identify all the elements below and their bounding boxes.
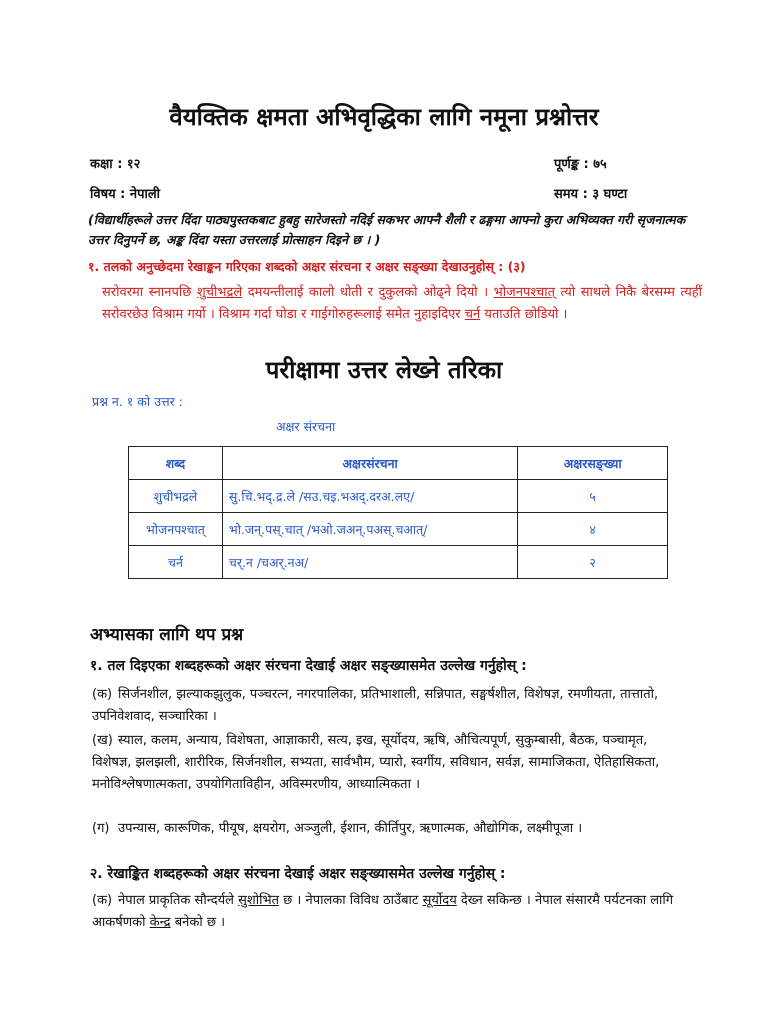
table-caption: अक्षर संरचना (276, 419, 336, 434)
underlined-word: शुचीभद्रले (196, 285, 243, 300)
cell-word: शुचीभद्रले (129, 480, 223, 513)
header-structure: अक्षरसंरचना (222, 447, 517, 480)
item-text-part: नेपाल प्राकृतिक सौन्दर्यले (118, 893, 239, 908)
header-count: अक्षरसङ्ख्या (518, 447, 668, 480)
cell-word: चर्न (129, 546, 223, 579)
header-word: शब्द (129, 447, 223, 480)
cell-word: भोजनपश्चात् (129, 513, 223, 546)
underlined-word: केन्द्र (149, 915, 171, 930)
underlined-word: चर्न (464, 307, 481, 322)
cell-count: ४ (518, 513, 668, 546)
subject-label: विषय : नेपाली (90, 187, 161, 202)
instruction-note: (विद्यार्थीहरूले उत्तर दिंदा पाठ्यपुस्तकबाट हुबहु सारेजस्तो नदिई सकभर आफ्नै शैली र ढङ्गमा आफ्नो कुरा अभिव्यक्त गरी सृजनात्मक उत्तर दिनुपर्ने छ, अङ्क दिंदा यस्ता उत्तरलाई प्रोत्साहन दिइने छ । ) (88, 212, 686, 247)
item-text-part: छ । नेपालका विविध ठाउँबाट (279, 893, 423, 908)
practice-question-2: २. रेखाङ्कित शब्दहरूको अक्षर संरचना देखाई अक्षर सङ्ख्यासमेत उल्लेख गर्नुहोस् : (90, 866, 506, 882)
paragraph-text: यताउति छोडियो । (480, 307, 568, 322)
cell-structure: भो.जन्.पस्.चात् /भओ.जअन्.पअस्.चआत्/ (222, 513, 517, 546)
table-row (129, 546, 668, 579)
syllable-table (128, 446, 668, 579)
question-1-heading: १. तलको अनुच्छेदमा रेखाङ्कन गरिएका शब्दको अक्षर संरचना र अक्षर सङ्ख्या देखाउनुहोस् : (३) (88, 259, 526, 274)
question-1-paragraph (102, 282, 702, 326)
table-row (129, 513, 668, 546)
cell-structure: चर्.न /चअर्.नअ/ (222, 546, 517, 579)
item-text (92, 893, 673, 930)
time-label: समय : ३ घण्टा (554, 187, 628, 202)
answer-label: प्रश्न न. १ को उत्तर : (92, 394, 183, 409)
paragraph-text: दमयन्तीलाई कालो धोती र दुकुलको ओढ्ने दियो । (242, 285, 494, 300)
cell-count: २ (518, 546, 668, 579)
paragraph-text: सरोवरमा स्नानपछि (102, 285, 197, 300)
item-text: उपन्यास, कारूणिक, पीयूष, क्षयरोग, अञ्जुली, ईशान, कीर्तिपुर, ऋणात्मक, औद्योगिक, लक्ष्मीपूजा । (118, 821, 583, 836)
item-label: (क) (92, 893, 113, 908)
item-text-part: बनेको छ । (170, 915, 226, 930)
section-title: परीक्षामा उत्तर लेख्ने तरिका (265, 356, 503, 384)
cell-structure: सु.चि.भद्.द्र.ले /सउ.चइ.भअद्.दरअ.लए/ (222, 480, 517, 513)
underlined-word: भोजनपश्चात् (493, 285, 555, 300)
practice-question-1: १. तल दिइएका शब्दहरूको अक्षर संरचना देखाई अक्षर सङ्ख्यासमेत उल्लेख गर्नुहोस् : (90, 658, 527, 674)
page-title: वैयक्तिक क्षमता अभिवृद्धिका लागि नमूना प्रश्नोत्तर (169, 103, 599, 131)
class-label: कक्षा : १२ (90, 157, 141, 172)
table-row (129, 480, 668, 513)
list-item (92, 818, 680, 840)
item-text: स्याल, कलम, अन्याय, विशेषता, आज्ञाकारी, सत्य, इख, सूर्योदय, ऋषि, औचित्यपूर्ण, सुकुम्बासी, बैठक, पञ्चामृत, विशेषज्ञ, झलझली, शारीरिक, सिर्जनशील, सभ्यता, सार्वभौम, प्यारो, स्वर्गीय, सविधान, सर्वज्ञ, सामाजिकता, ऐतिहासिकता, मनोविश्लेषणात्मकता, उपयोगिताविहीन, अविस्मरणीय, आध्यात्मिकता । (92, 733, 660, 792)
cell-count: ५ (518, 480, 668, 513)
list-item (92, 730, 680, 796)
item-text-part: देख्न सकिन्छ । नेपाल संसारमै पर्यटनका लागि आकर्षणको (92, 893, 674, 930)
table-header-row (129, 447, 668, 480)
full-marks-label: पूर्णङ्क : ७५ (554, 157, 607, 172)
paragraph-text: त्यो साथले निकै बेरसम्म त्यहीं सरोवरछेउ विश्राम गर्यो । विश्राम गर्दा घोडा र गाईगोरुहरूलाई समेत नुहाइदिएर (102, 285, 702, 322)
item-label: (ख) (92, 733, 113, 748)
item-text: सिर्जनशील, झल्याकझुलुक, पञ्चरत्न, नगरपालिका, प्रतिभाशाली, सन्निपात, सङ्घर्षशील, विशेषज्ञ, रमणीयता, तात्तातो, उपनिवेशवाद, सञ्चारिका । (92, 687, 659, 724)
practice-heading: अभ्यासका लागि थप प्रश्न (90, 625, 244, 645)
item-label: (ग) (92, 821, 110, 836)
item-label: (क) (92, 687, 113, 702)
list-item (92, 684, 680, 728)
underlined-word: सुशोभित (238, 893, 280, 908)
underlined-word: सूर्योदय (422, 893, 457, 908)
list-item (92, 890, 680, 934)
